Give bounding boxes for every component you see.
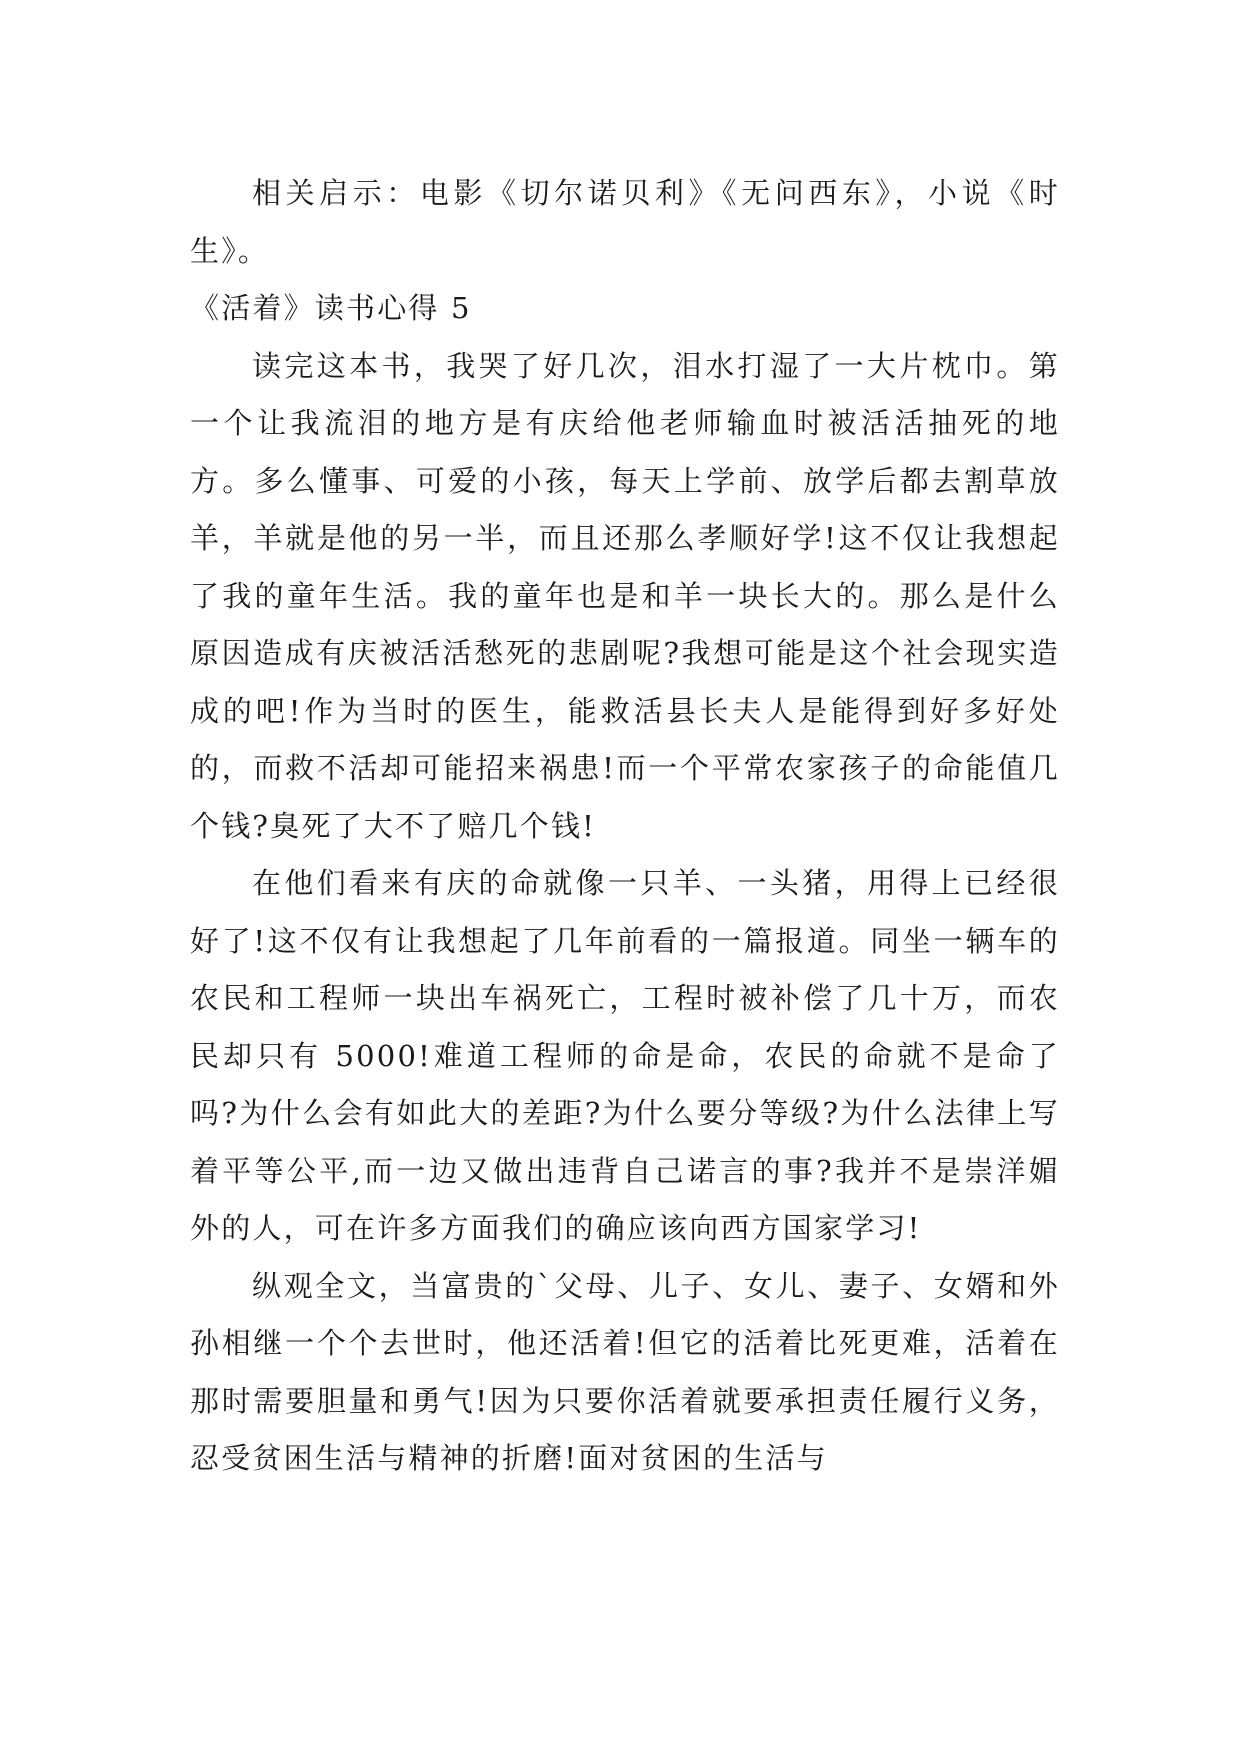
body-paragraph: 在他们看来有庆的命就像一只羊、一头猪，用得上已经很好了!这不仅有让我想起了几年前看的一篇报道。同坐一辆车的农民和工程师一块出车祸死亡，工程时被补偿了几十万，而农民却只有 5000!难道工程师的命是命，农民的命就不是命了吗?为什么会有如此大的差距?为什么要分等级?为什么法律上写着平等公平,而一边又做出违背自己诺言的事?我并不是崇洋媚外的人，可在许多方面我们的确应该向西方国家学习! <box>190 866 1060 1245</box>
section-heading: 《活着》读书心得 5 <box>190 291 472 325</box>
body-paragraph: 纵观全文，当富贵的`父母、儿子、女儿、妻子、女婿和外孙相继一个个去世时，他还活着!但它的活着比死更难，活着在那时需要胆量和勇气!因为只要你活着就要承担责任履行义务，忍受贫困生活与精神的折磨!面对贫困的生活与 <box>190 1268 1060 1475</box>
body-paragraph: 读完这本书，我哭了好几次，泪水打湿了一大片枕巾。第一个让我流泪的地方是有庆给他老师输血时被活活抽死的地方。多么懂事、可爱的小孩，每天上学前、放学后都去割草放羊，羊就是他的另一半，而且还那么孝顺好学!这不仅让我想起了我的童年生活。我的童年也是和羊一块长大的。那么是什么原因造成有庆被活活愁死的悲剧呢?我想可能是这个社会现实造成的吧!作为当时的医生，能救活县长夫人是能得到好多好处的，而救不活却可能招来祸患!而一个平常农家孩子的命能值几个钱?臭死了大不了赔几个钱! <box>190 348 1060 843</box>
intro-paragraph: 相关启示：电影《切尔诺贝利》《无问西东》，小说《时生》。 <box>190 176 1060 268</box>
document-body <box>190 165 1060 1488</box>
